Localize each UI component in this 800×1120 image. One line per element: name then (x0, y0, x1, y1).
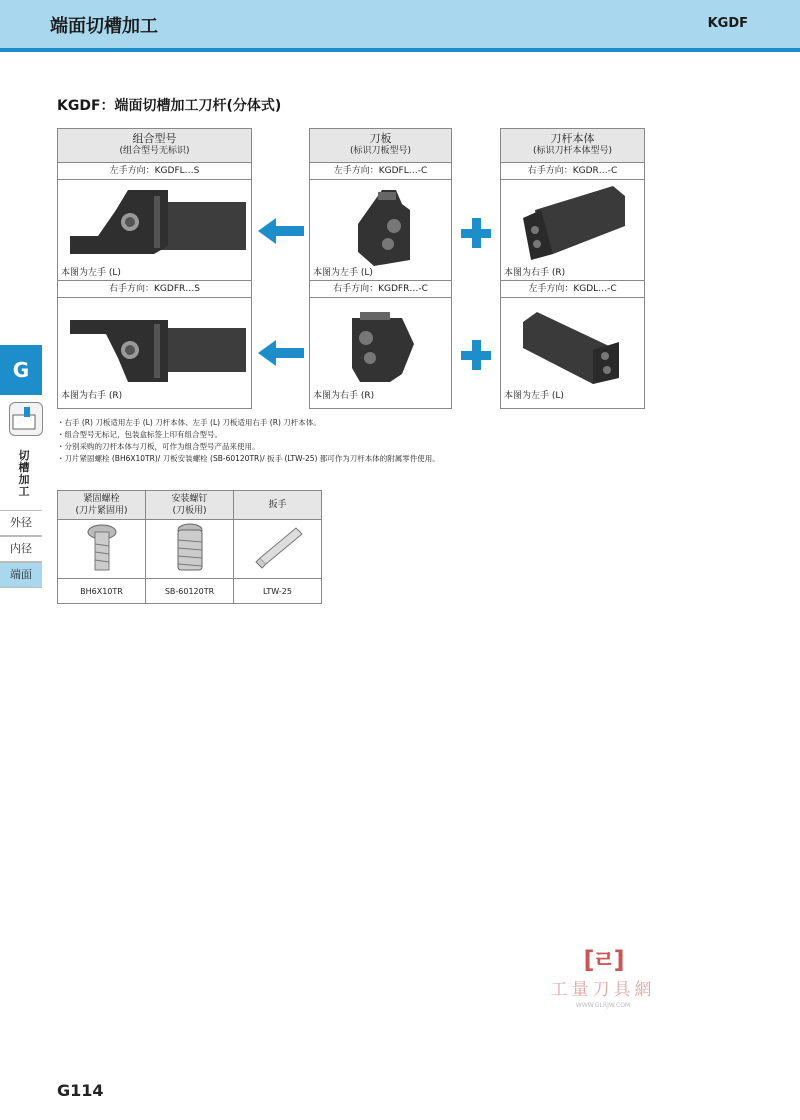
bolt-image (58, 520, 146, 579)
holder-caption2: 本图为左手 (L) (504, 391, 564, 401)
note-item: ・分别采购的刀杆本体与刀板，可作为组合型号产品来使用。 (57, 442, 260, 451)
accessories-table (57, 490, 322, 604)
blade-box (309, 128, 452, 409)
blade-title: 刀板 (369, 132, 392, 145)
combo-left-image (58, 180, 251, 280)
screw-image (146, 520, 234, 579)
holder-box (500, 128, 645, 409)
wrench-image (234, 520, 322, 579)
holder-row2-label: 左手方向：KGDL…-C (501, 280, 644, 298)
page-code: KGDF (707, 16, 748, 31)
combo-caption1: 本图为左手 (L) (61, 268, 121, 278)
holder-caption1: 本图为右手 (R) (504, 268, 566, 278)
header-rule (0, 48, 800, 52)
side-nav-outer[interactable]: 外径 (0, 510, 42, 536)
acc-h1b: (刀片紧固用) (75, 506, 128, 516)
combo-caption2: 本图为右手 (R) (61, 391, 123, 401)
screw-icon (170, 522, 210, 574)
note-item: ・右手 (R) 刀板适用左手 (L) 刀杆本体、左手 (L) 刀板适用右手 (R) 刀杆本体。 (57, 418, 321, 427)
blade-caption1: 本图为左手 (L) (313, 268, 373, 278)
watermark-logo-icon: [ㄹ] (583, 946, 623, 974)
holder-right-image (501, 180, 644, 280)
acc-header-screw (146, 491, 234, 520)
acc-h1: 紧固螺栓 (83, 494, 120, 504)
combo-row1-label: 左手方向：KGDFL…S (58, 163, 251, 180)
combo-title: 组合型号 (132, 132, 177, 145)
blade-header (310, 129, 451, 163)
watermark (538, 940, 668, 1009)
acc-header-bolt (58, 491, 146, 520)
blade-left-image (310, 180, 451, 280)
blade-row2-label: 右手方向：KGDFR…-C (310, 280, 451, 298)
combo-right-image (58, 298, 251, 403)
plus-icon-top (461, 218, 491, 248)
left-arrow-icon-top (258, 218, 304, 244)
acc-h2: 安装螺钉 (171, 494, 208, 504)
watermark-url: WWW.GLRJW.COM (575, 1002, 631, 1009)
holder-subtitle: (标识刀杆本体型号) (532, 146, 613, 156)
acc-header-wrench (234, 491, 322, 520)
holder-title: 刀杆本体 (550, 132, 595, 145)
watermark-name: 工量刀具網 (550, 980, 656, 1000)
holder-row1-label: 右手方向：KGDR…-C (501, 163, 644, 180)
grooving-icon (9, 402, 43, 436)
notes-list (57, 417, 440, 465)
acc-h3: 扳手 (268, 500, 287, 510)
wrench-code: LTW-25 (234, 579, 322, 604)
blade-subtitle: (标识刀板型号) (349, 146, 412, 156)
side-nav-face[interactable]: 端面 (0, 562, 42, 588)
screw-code: SB-60120TR (146, 579, 234, 604)
blade-caption2: 本图为右手 (R) (313, 391, 375, 401)
bolt-code: BH6X10TR (58, 579, 146, 604)
blade-row1-label: 左手方向：KGDFL…-C (310, 163, 451, 180)
combo-header (58, 129, 251, 163)
page-title: 端面切槽加工 (50, 16, 158, 37)
page-number: G114 (57, 1081, 104, 1100)
combo-row2-label: 右手方向：KGDFR…S (58, 280, 251, 298)
left-arrow-icon-bottom (258, 340, 304, 366)
section-title: KGDF：端面切槽加工刀杆(分体式) (57, 98, 282, 114)
note-item: ・刀片紧固螺栓 (BH6X10TR)/ 刀板安装螺栓 (SB-60120TR)/ 扳手 (LTW-25) 都可作为刀杆本体的附属零件使用。 (57, 454, 440, 463)
plus-icon-bottom (461, 340, 491, 370)
holder-header (501, 129, 644, 163)
acc-h2b: (刀板用) (172, 506, 207, 516)
note-item: ・组合型号无标记，包装盒标签上印有组合型号。 (57, 430, 222, 439)
side-nav-inner[interactable]: 内径 (0, 536, 42, 562)
blade-right-image (310, 298, 451, 403)
combo-subtitle: (组合型号无标识) (119, 146, 190, 156)
side-vertical-title: 切槽加工 (18, 449, 30, 498)
wrench-icon (248, 522, 308, 574)
holder-left-image (501, 298, 644, 403)
combo-box (57, 128, 252, 409)
bolt-icon (82, 522, 122, 574)
section-letter: G (0, 345, 42, 395)
